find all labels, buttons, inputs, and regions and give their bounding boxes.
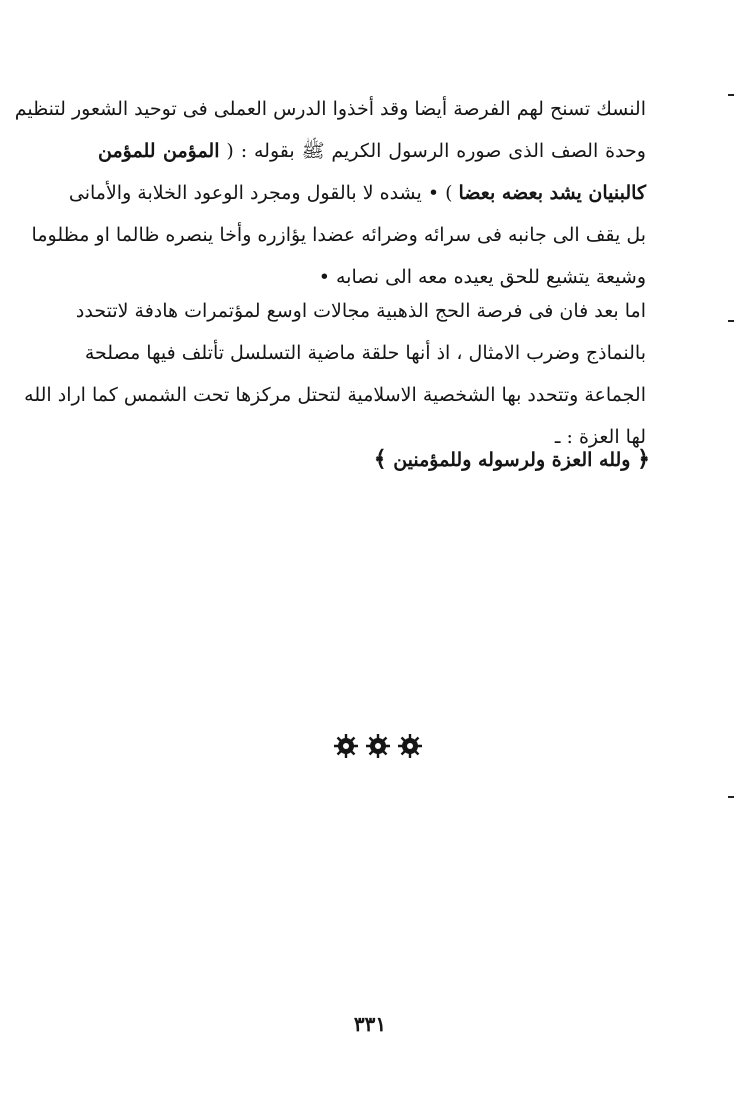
paragraph-2 bbox=[24, 290, 646, 458]
paragraph-2-line-4: لها العزة : ـ bbox=[554, 426, 646, 448]
hadith-quote-start: المؤمن للمؤمن bbox=[98, 140, 220, 162]
paragraph-1-line-2-text: وحدة الصف الذى صوره الرسول الكريم ﷺ بقوله : ( bbox=[226, 140, 646, 162]
scan-edge-mark bbox=[728, 94, 734, 96]
paragraph-2-line-3: الجماعة وتتحدد بها الشخصية الاسلامية لتحتل مركزها تحت الشمس كما اراد الله bbox=[24, 384, 646, 406]
quran-verse bbox=[300, 437, 650, 481]
paragraph-2-line-2: بالنماذج وضرب الامثال ، اذ أنها حلقة ماضية التسلسل تأتلف فيها مصلحة bbox=[84, 342, 646, 364]
paragraph-2-line-1: اما بعد فان فى فرصة الحج الذهبية مجالات اوسع لمؤتمرات هادفة لاتتحدد bbox=[75, 300, 646, 322]
paragraph-1-line-3-text: ) • يشده لا بالقول ومجرد الوعود الخلابة والأمانى bbox=[68, 182, 453, 204]
page-number: ٣٣١ bbox=[353, 1012, 387, 1036]
asterism-star-icon bbox=[365, 733, 391, 759]
paragraph-1-line-4: بل يقف الى جانبه فى سرائه وضرائه عضدا يؤازره وأخا ينصره ظالما او مظلوما bbox=[31, 224, 646, 246]
verse-close-bracket: ﴾ bbox=[373, 446, 387, 472]
scan-edge-mark bbox=[728, 796, 734, 798]
paragraph-1-line-1: النسك تسنح لهم الفرصة أيضا وقد أخذوا الدرس العملى فى توحيد الشعور لتنظيم bbox=[14, 98, 646, 120]
paragraph-1-line-3 bbox=[68, 172, 646, 214]
asterism-star-icon bbox=[397, 733, 423, 759]
asterism-star-icon bbox=[333, 733, 359, 759]
scan-edge-mark bbox=[728, 320, 734, 322]
verse-open-bracket: ﴿ bbox=[637, 446, 650, 472]
verse-text: ولله العزة ولرسوله وللمؤمنين bbox=[393, 449, 631, 471]
paragraph-1-line-5: وشيعة يتشيع للحق يعيده معه الى نصابه • bbox=[318, 266, 646, 288]
paragraph-1-line-2 bbox=[98, 130, 646, 172]
hadith-quote-end: كالبنيان يشد بعضه بعضا bbox=[458, 182, 646, 204]
section-divider-ornament bbox=[333, 730, 423, 762]
paragraph-1 bbox=[14, 88, 646, 298]
